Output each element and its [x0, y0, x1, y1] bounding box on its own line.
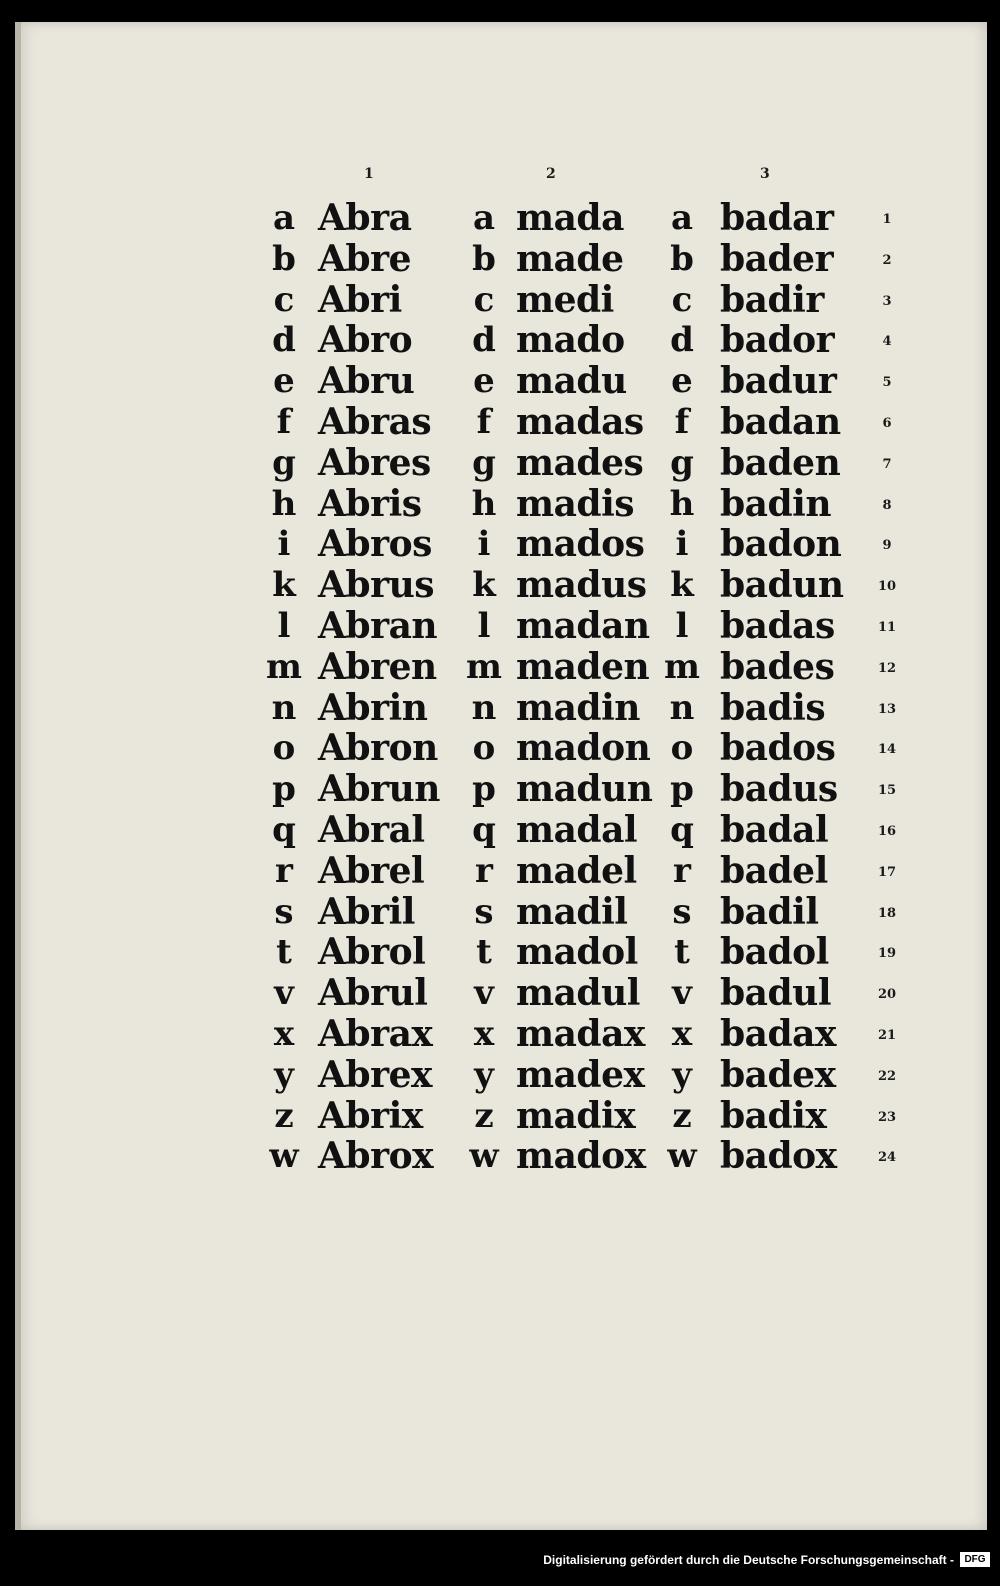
line-number: 6 [882, 415, 892, 431]
word-col1: Abron [318, 727, 438, 770]
word-col1: Abral [318, 808, 425, 851]
word-col3: badox [720, 1135, 837, 1178]
word-col2: madex [516, 1053, 645, 1096]
word-col3: badus [720, 768, 838, 811]
word-col3: badin [720, 482, 832, 525]
line-number: 10 [877, 579, 897, 595]
word-col1: Abrox [318, 1135, 434, 1178]
line-number: 15 [877, 783, 897, 799]
word-col1: Abrin [318, 686, 428, 729]
row-letter-col2: m [466, 646, 502, 687]
row-letter-col2: w [469, 1136, 499, 1177]
row-letter-col2: n [471, 687, 497, 728]
row-letter-col3: z [672, 1095, 692, 1136]
row-letter-col3: q [670, 809, 694, 850]
word-col2: madol [516, 931, 638, 974]
row-letter-col3: h [669, 483, 695, 524]
row-letter-col1: p [272, 769, 296, 810]
line-number: 17 [877, 864, 897, 880]
table-row [0, 361, 1000, 402]
table-row [0, 769, 1000, 810]
line-number: 3 [882, 293, 892, 309]
line-number: 19 [877, 946, 897, 962]
word-col1: Abris [318, 482, 422, 525]
row-letter-col3: g [670, 442, 694, 483]
table-row [0, 810, 1000, 851]
line-number: 7 [882, 456, 892, 472]
word-col2: madal [516, 808, 638, 851]
row-letter-col3: m [664, 646, 700, 687]
line-number: 2 [882, 252, 892, 268]
word-col2: madax [516, 1012, 645, 1055]
line-number: 16 [877, 823, 897, 839]
row-letter-col1: z [274, 1095, 294, 1136]
row-letter-col2: g [472, 442, 496, 483]
word-col2: mada [516, 197, 624, 239]
row-letter-col2: c [473, 279, 495, 320]
line-number: 12 [877, 660, 897, 676]
word-col3: badil [720, 890, 819, 933]
word-col3: badix [720, 1094, 827, 1137]
word-col1: Abrun [318, 768, 440, 811]
row-letter-col2: q [472, 809, 496, 850]
table-row [0, 198, 1000, 239]
row-letter-col3: c [671, 279, 693, 320]
line-number: 9 [882, 538, 892, 554]
word-col2: madun [516, 768, 653, 811]
row-letter-col3: e [671, 361, 693, 402]
word-col1: Abrus [318, 564, 435, 607]
row-letter-col1: g [272, 442, 296, 483]
row-letter-col3: l [675, 605, 689, 646]
row-letter-col1: i [277, 524, 291, 565]
row-letter-col1: x [273, 1013, 295, 1054]
row-letter-col2: r [475, 850, 493, 891]
word-col2: madis [516, 482, 635, 525]
word-col2: madu [516, 360, 627, 403]
row-letter-col1: m [266, 646, 302, 687]
word-col2: madel [516, 849, 637, 892]
word-col3: badir [720, 278, 824, 321]
table-row [0, 688, 1000, 729]
row-letter-col2: k [472, 565, 496, 606]
row-letter-col3: v [672, 973, 692, 1014]
row-letter-col3: p [670, 769, 694, 810]
row-letter-col1: n [271, 687, 297, 728]
row-letter-col2: p [472, 769, 496, 810]
word-col3: baden [720, 441, 841, 484]
row-letter-col2: d [472, 320, 496, 361]
line-number: 4 [882, 334, 892, 350]
row-letter-col1: c [273, 279, 295, 320]
row-letter-col1: d [272, 320, 296, 361]
row-letter-col3: r [673, 850, 691, 891]
line-number: 24 [877, 1150, 897, 1166]
line-number: 13 [877, 701, 897, 717]
column-numbers [0, 166, 1000, 196]
row-letter-col2: o [472, 728, 496, 769]
word-col1: Abran [318, 604, 438, 647]
table-row [0, 606, 1000, 647]
column-number-1: 1 [364, 166, 374, 182]
row-letter-col3: d [670, 320, 694, 361]
word-col2: madil [516, 890, 628, 933]
column-number-2: 2 [546, 166, 556, 182]
word-col2: medi [516, 278, 614, 321]
line-number: 21 [877, 1027, 897, 1043]
row-letter-col1: f [276, 401, 292, 442]
table-row [0, 932, 1000, 973]
word-col1: Abrex [318, 1053, 432, 1096]
word-col2: mades [516, 441, 644, 484]
word-col3: badol [720, 931, 829, 974]
word-col2: madus [516, 564, 647, 607]
row-letter-col1: r [275, 850, 293, 891]
word-col3: badel [720, 849, 828, 892]
word-col3: badur [720, 360, 837, 403]
table-row [0, 647, 1000, 688]
table-row [0, 1096, 1000, 1137]
row-letter-col2: f [476, 401, 492, 442]
word-col3: bador [720, 319, 835, 362]
row-letter-col2: i [477, 524, 491, 565]
word-col2: madul [516, 972, 640, 1015]
table-row [0, 320, 1000, 361]
table-row [0, 973, 1000, 1014]
line-number: 1 [882, 212, 892, 227]
row-letter-col3: k [670, 565, 694, 606]
word-col3: badis [720, 686, 826, 729]
word-col3: bades [720, 645, 835, 688]
dfg-logo: DFG [960, 1552, 990, 1567]
word-col1: Abro [318, 319, 413, 362]
row-letter-col2: e [473, 361, 495, 402]
table-row [0, 1014, 1000, 1055]
line-number: 22 [877, 1068, 897, 1084]
row-letter-col2: h [471, 483, 497, 524]
row-letter-col1: q [272, 809, 296, 850]
word-col3: badul [720, 972, 832, 1015]
row-letter-col3: b [670, 238, 694, 279]
row-letter-col1: w [269, 1136, 299, 1177]
row-letter-col1: e [273, 361, 295, 402]
word-col1: Abren [318, 645, 437, 688]
row-letter-col1: t [276, 932, 292, 973]
row-letter-col1: a [272, 198, 296, 238]
line-number: 8 [882, 497, 892, 513]
table-row [0, 728, 1000, 769]
row-letter-col3: f [674, 401, 690, 442]
row-letter-col2: x [473, 1013, 495, 1054]
row-letter-col3: x [671, 1013, 693, 1054]
word-col1: Abrul [318, 972, 428, 1015]
column-number-3: 3 [760, 166, 770, 182]
word-col3: badon [720, 523, 842, 566]
word-col2: madix [516, 1094, 636, 1137]
word-col3: badan [720, 400, 841, 443]
line-number: 23 [877, 1109, 897, 1125]
row-letter-col3: t [674, 932, 690, 973]
row-letter-col1: s [274, 891, 294, 932]
row-letter-col3: a [670, 198, 694, 238]
word-col2: madan [516, 604, 650, 647]
row-letter-col2: t [476, 932, 492, 973]
table-row [0, 892, 1000, 933]
row-letter-col2: z [474, 1095, 494, 1136]
word-col1: Abri [318, 278, 402, 321]
line-number: 18 [877, 905, 897, 921]
word-col1: Abrax [318, 1012, 433, 1055]
word-col1: Abril [318, 890, 415, 933]
table-row [0, 1136, 1000, 1177]
row-letter-col1: o [272, 728, 296, 769]
row-letter-col1: h [271, 483, 297, 524]
table-row [0, 484, 1000, 525]
word-col3: badax [720, 1012, 836, 1055]
row-letter-col3: i [675, 524, 689, 565]
line-number: 14 [877, 742, 897, 758]
word-col2: madin [516, 686, 640, 729]
word-col1: Abrol [318, 931, 426, 974]
row-letter-col1: l [277, 605, 291, 646]
table-row [0, 851, 1000, 892]
word-col1: Abrix [318, 1094, 423, 1137]
line-number: 5 [882, 375, 892, 391]
row-letter-col1: b [272, 238, 296, 279]
line-number: 11 [877, 619, 897, 635]
row-letter-col3: y [672, 1054, 692, 1095]
word-col3: bados [720, 727, 836, 770]
row-letter-col2: y [474, 1054, 494, 1095]
word-col3: bader [720, 237, 834, 280]
table-row [0, 443, 1000, 484]
word-col2: madox [516, 1135, 646, 1178]
word-col1: Abre [318, 237, 411, 280]
word-col2: mados [516, 523, 645, 566]
row-letter-col3: w [667, 1136, 697, 1177]
word-col3: badas [720, 604, 835, 647]
word-col1: Abras [318, 400, 432, 443]
word-col1: Abru [318, 360, 415, 403]
row-letter-col1: y [274, 1054, 294, 1095]
row-letter-col2: l [477, 605, 491, 646]
line-number: 20 [877, 987, 897, 1003]
table-row [0, 239, 1000, 280]
row-letter-col2: a [472, 198, 496, 238]
cipher-table [0, 198, 1000, 1177]
word-col2: mado [516, 319, 625, 362]
table-row [0, 1055, 1000, 1096]
row-letter-col3: s [672, 891, 692, 932]
word-col1: Abra [318, 197, 412, 239]
word-col2: madon [516, 727, 651, 770]
table-row [0, 402, 1000, 443]
word-col2: made [516, 237, 624, 280]
row-letter-col2: b [472, 238, 496, 279]
word-col3: badar [720, 197, 834, 239]
word-col3: badex [720, 1053, 836, 1096]
word-col1: Abrel [318, 849, 425, 892]
word-col2: maden [516, 645, 650, 688]
table-row [0, 565, 1000, 606]
row-letter-col3: n [669, 687, 695, 728]
row-letter-col1: k [272, 565, 296, 606]
row-letter-col2: s [474, 891, 494, 932]
word-col3: badun [720, 564, 844, 607]
word-col1: Abres [318, 441, 431, 484]
row-letter-col1: v [274, 973, 294, 1014]
table-row [0, 524, 1000, 565]
row-letter-col3: o [670, 728, 694, 769]
row-letter-col2: v [474, 973, 494, 1014]
word-col3: badal [720, 808, 829, 851]
word-col2: madas [516, 400, 644, 443]
table-row [0, 280, 1000, 321]
word-col1: Abros [318, 523, 432, 566]
digitization-credit: Digitalisierung gefördert durch die Deutsche Forschungsgemeinschaft - [543, 1553, 954, 1567]
